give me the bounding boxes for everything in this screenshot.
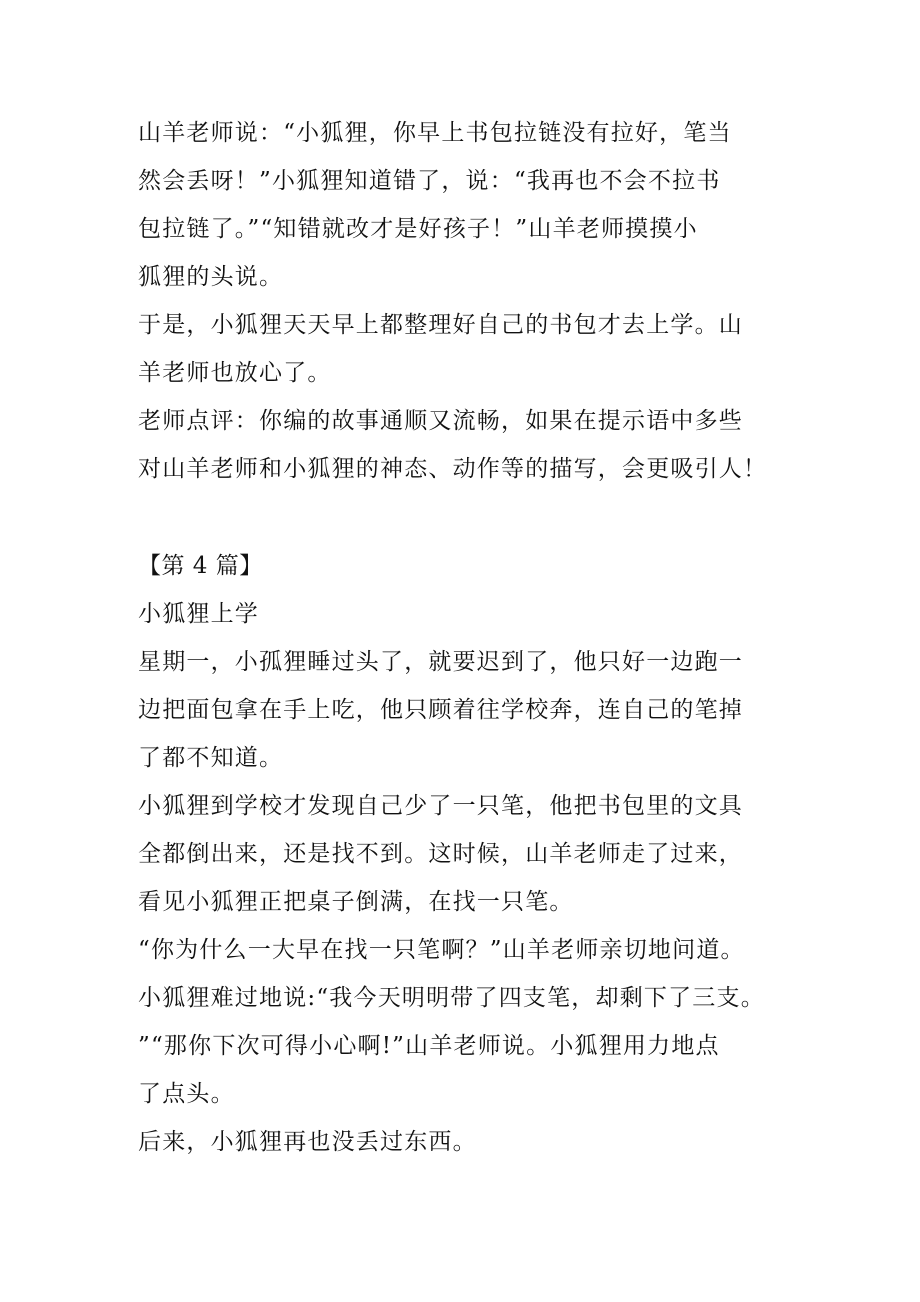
text-line: 狐狸的头说。: [138, 264, 284, 290]
text-line: 小狐狸难过地说:“我今天明明带了四支笔，却剩下了三支。: [138, 985, 765, 1011]
text-line: 然会丢呀！”小狐狸知道错了，说：“我再也不会不拉书: [138, 168, 721, 194]
text-line: “你为什么一大早在找一只笔啊？”山羊老师亲切地问道。: [138, 937, 745, 963]
text-line: 全都倒出来，还是找不到。这时候，山羊老师走了过来，: [138, 841, 743, 867]
text-line: 于是，小狐狸天天早上都整理好自己的书包才去上学。山: [138, 312, 743, 338]
text-line: 看见小狐狸正把桌子倒满，在找一只笔。: [138, 889, 574, 915]
text-line: 小狐狸到学校才发现自己少了一只笔，他把书包里的文具: [138, 793, 743, 819]
text-line: 包拉链了。”“知错就改才是好孩子！”山羊老师摸摸小: [138, 216, 698, 242]
text-line: 羊老师也放心了。: [138, 360, 332, 386]
text-line: ”“那你下次可得小心啊!”山羊老师说。小狐狸用力地点: [138, 1033, 720, 1059]
section-heading: 【第 4 篇】: [138, 553, 263, 579]
text-line: 对山羊老师和小狐狸的神态、动作等的描写，会更吸引人！: [138, 456, 768, 482]
text-line: 了点头。: [138, 1081, 235, 1107]
text-line: 边把面包拿在手上吃，他只顾着往学校奔，连自己的笔掉: [138, 697, 743, 723]
text-line: 山羊老师说：“小狐狸，你早上书包拉链没有拉好，笔当: [138, 120, 732, 146]
text-line: 星期一，小孤狸睡过头了，就要迟到了，他只好一边跑一: [138, 649, 743, 675]
text-line: 老师点评：你编的故事通顺又流畅，如果在提示语中多些: [138, 408, 743, 434]
text-line: 后来，小狐狸再也没丢过东西。: [138, 1129, 477, 1155]
story-title: 小狐狸上学: [138, 601, 259, 627]
text-line: 了都不知道。: [138, 745, 284, 771]
